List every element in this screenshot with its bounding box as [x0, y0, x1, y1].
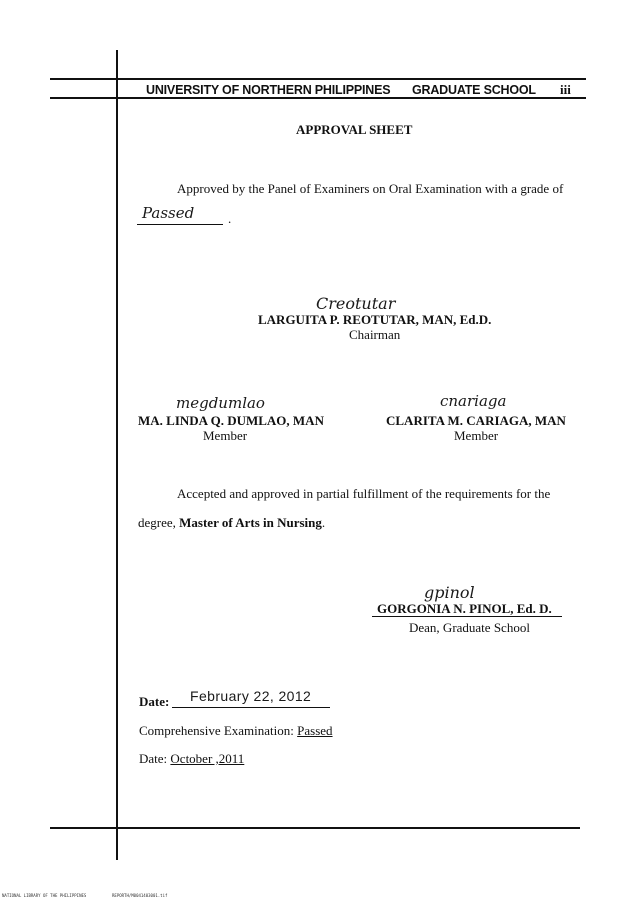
degree-name: Master of Arts in Nursing	[179, 515, 322, 530]
member2-name: CLARITA M. CARIAGA, MAN	[386, 413, 566, 428]
dean-name: GORGONIA N. PINOL, Ed. D.	[377, 601, 552, 616]
comprehensive-value: Passed	[297, 723, 333, 738]
grade-handwritten: Passed	[142, 204, 195, 222]
comprehensive-label: Comprehensive Examination:	[139, 723, 298, 738]
member1-name: MA. LINDA Q. DUMLAO, MAN	[138, 413, 324, 428]
dean-role: Dean, Graduate School	[409, 620, 530, 635]
footer-file: REPORTH/M0041403001.tif	[112, 893, 168, 898]
acceptance-line1: Accepted and approved in partial fulfillment of the requirements for the	[177, 486, 551, 501]
comprehensive-date-line	[139, 751, 244, 767]
date-label: Date:	[139, 694, 170, 709]
header-bottom-rule	[50, 97, 586, 99]
chairman-name: LARGUITA P. REOTUTAR, MAN, Ed.D.	[258, 312, 492, 327]
member1-signature: megdumlao	[176, 394, 265, 412]
acceptance-suffix: .	[321, 515, 326, 530]
acceptance-prefix: degree,	[138, 515, 180, 530]
member2-signature: cnariaga	[440, 392, 507, 410]
header-school: GRADUATE SCHOOL	[412, 83, 536, 97]
page-number: iii	[560, 82, 571, 97]
date-underline	[172, 707, 330, 708]
comprehensive-date-value: October ,2011	[170, 751, 245, 766]
approval-statement: Approved by the Panel of Examiners on Oral Examination with a grade of	[177, 181, 564, 196]
footer-library: NATIONAL LIBRARY OF THE PHILIPPINES	[2, 893, 87, 898]
dean-signature: gpinol	[424, 583, 475, 602]
comprehensive-date-label: Date:	[139, 751, 171, 766]
dean-underline	[372, 616, 562, 617]
member1-role: Member	[203, 428, 248, 443]
header-university: UNIVERSITY OF NORTHERN PHILIPPINES	[146, 83, 391, 97]
comprehensive-line	[139, 723, 333, 739]
chairman-role: Chairman	[349, 327, 401, 342]
margin-vertical-line	[116, 50, 118, 860]
header-top-rule	[50, 78, 586, 80]
page-title: APPROVAL SHEET	[296, 122, 413, 137]
member2-role: Member	[454, 428, 499, 443]
chairman-signature: Creotutar	[316, 294, 396, 313]
grade-period: .	[228, 211, 232, 226]
date-handwritten: February 22, 2012	[190, 688, 312, 704]
grade-underline	[137, 224, 223, 225]
footer-rule	[50, 827, 580, 829]
acceptance-line2	[138, 515, 325, 531]
